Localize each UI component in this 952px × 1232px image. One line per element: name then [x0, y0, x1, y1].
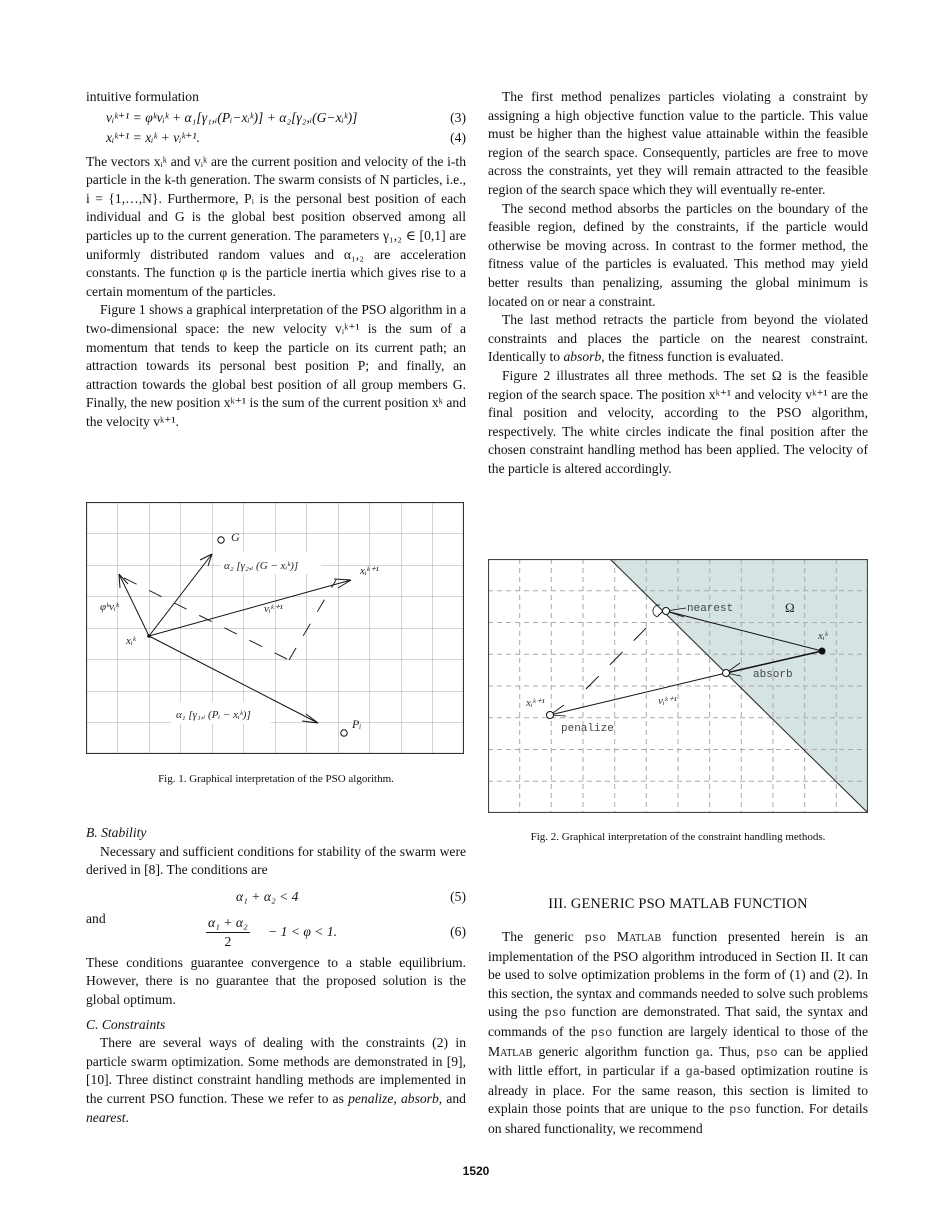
- code-pso: pso: [544, 1006, 567, 1021]
- equation-4: [86, 129, 466, 149]
- nearest-text-end: , the fitness function is evaluated.: [601, 349, 784, 365]
- figure-2: [488, 559, 868, 813]
- figure-1: [86, 502, 464, 754]
- paragraph-vectors: The vectors xᵢᵏ and vᵢᵏ are the current position and velocity of the i-th particle in the k-th generation. The swarm consists of N particles, i.e., i = {1,…,N}. Furthermore, Pᵢ is the personal best position of each individual and G is the global best position observed among all particles up to the current generation. The parameters γ₁,₂ ∈ [0,1] are uniformly distributed random values and α₁,₂ are acceleration constants. The function φ is the particle inertia which gives rise to a certain momentum of the particles.: [86, 153, 466, 299]
- equation-3: [86, 109, 466, 129]
- label-G: G: [231, 530, 240, 544]
- t: generic algorithm function: [532, 1043, 696, 1059]
- paragraph-penalize: The first method penalizes particles violating a constraint by assigning a high objective function value to the particle. This value must be higher than the highest value attainable within the feasible region of the search space. Consequently, particles are free to move across the constraints, yet they will remain attracted to the feasible region of the search space which they will eventually re-enter.: [488, 89, 868, 197]
- label-x-next: xᵢᵏ⁺¹: [360, 565, 379, 577]
- equation-3-body: vᵢᵏ⁺¹ = φᵏvᵢᵏ + α₁[γ₁,ᵢ(Pᵢ−xᵢᵏ)] + α₂[γ₂,ᵢ(G−xᵢᵏ)]: [106, 109, 358, 125]
- intro-line: intuitive formulation: [86, 89, 199, 104]
- equation-4-number: (4): [450, 129, 466, 145]
- t: function are largely identical to those of the: [612, 1023, 868, 1039]
- figure-1-caption: Fig. 1. Graphical interpretation of the PSO algorithm.: [158, 773, 394, 785]
- section-c-text: There are several ways of dealing with the constraints (2) in particle swarm optimization. Some methods are demonstrated in [9], [10]. Three distinct constraint handling methods are implemented in the current PSO function. These we refer to as: [86, 1035, 466, 1106]
- code-pso: pso: [729, 1103, 751, 1118]
- equation-5: [86, 888, 466, 910]
- equation-6-fraction: [206, 914, 250, 952]
- method-absorb: absorb: [400, 1090, 439, 1106]
- matlab-name: Matlab: [488, 1043, 533, 1059]
- t: -based optimization routine is already in place. For the same reason, this section is limited to explain those points that are unique to the: [488, 1063, 868, 1117]
- left-column: [86, 88, 466, 432]
- sep: ,: [393, 1090, 401, 1106]
- constraint-diagram: [488, 559, 868, 813]
- paragraph-figure2: Figure 2 illustrates all three methods. The set Ω is the feasible region of the search space. The position xᵏ⁺¹ and velocity vᵏ⁺¹ are the final position and velocity, according to the PSO algorithm, respectively. The white circles indicate the final position after the chosen constraint handling method has been applied. The velocity of the particle is altered accordingly.: [488, 367, 868, 476]
- label-absorb: absorb: [753, 669, 793, 681]
- section-c-paragraph: [86, 1034, 466, 1127]
- nearest-text: The last method retracts the particle from beyond the violated constraints and places the particle on the nearest constraint. Identically to: [488, 312, 868, 365]
- equation-6-numerator: α₁ + α₂: [206, 914, 250, 934]
- and-text: and: [86, 910, 106, 926]
- label-nearest: nearest: [687, 603, 734, 615]
- label-momentum: φᵏvᵢᵏ: [100, 601, 119, 613]
- label-x-current: xᵢᵏ: [126, 635, 136, 647]
- figure-2-caption: Fig. 2. Graphical interpretation of the constraint handling methods.: [530, 831, 826, 843]
- sep: .: [125, 1109, 129, 1125]
- label-x-next: xᵢᵏ⁺¹: [526, 697, 545, 709]
- equation-6-number: (6): [450, 923, 466, 939]
- section-c-title: C. Constraints: [86, 1016, 166, 1032]
- code-pso: pso: [590, 1025, 613, 1040]
- left-column-lower: [86, 824, 466, 1127]
- section-iii-paragraph: [488, 928, 868, 1139]
- equation-5-number: (5): [450, 888, 466, 904]
- t: The generic: [502, 929, 585, 944]
- section-iii-body: [488, 928, 868, 1139]
- sep: , and: [438, 1090, 466, 1106]
- equation-6-rest: − 1 < φ < 1.: [268, 923, 338, 939]
- label-P: Pᵢ: [352, 717, 362, 731]
- method-penalize: penalize: [348, 1090, 394, 1106]
- code-pso: pso: [584, 931, 607, 945]
- label-alpha1-term: α₁ [γ₁,ᵢ (Pᵢ − xᵢᵏ)]: [176, 709, 251, 721]
- equation-6: [86, 910, 466, 954]
- section-b-paragraph: Necessary and sufficient conditions for stability of the swarm were derived in [8]. The conditions are: [86, 843, 466, 878]
- equation-5-body: α₁ + α₂ < 4: [236, 888, 299, 904]
- t: function presented herein is an implementation of the PSO algorithm introduced in Section II. It can be used to solve optimization problems in the form of (1) and (2). In this section, the syntax and commands needed to solve such problems using the: [488, 929, 868, 1020]
- section-iii-title: III. GENERIC PSO MATLAB FUNCTION: [548, 896, 808, 912]
- matlab-name: Matlab: [616, 929, 662, 944]
- label-alpha2-term: α₂ [γ₂,ᵢ (G − xᵢᵏ)]: [224, 560, 299, 572]
- paragraph-figure1: Figure 1 shows a graphical interpretation of the PSO algorithm in a two-dimensional space: the new velocity vᵢᵏ⁺¹ is the sum of a momentum that tends to keep the particle on its current path; an attraction towards its personal best position P; and finally, an attraction towards the global best position of all group members G. Finally, the new position xᵏ⁺¹ is the sum of the current position xᵏ and the velocity vᵏ⁺¹.: [86, 302, 466, 429]
- right-column: [488, 88, 868, 478]
- pso-vector-diagram: [86, 502, 464, 754]
- section-b-title: B. Stability: [86, 825, 147, 840]
- label-penalize: penalize: [561, 723, 614, 735]
- t: function are demonstrated. That said, the syntax and commands of the: [488, 1004, 868, 1039]
- code-pso: pso: [756, 1045, 778, 1060]
- label-omega: Ω: [785, 600, 795, 615]
- code-ga: ga: [685, 1065, 700, 1080]
- label-v-next: vᵢᵏ⁺¹: [264, 603, 283, 615]
- equation-6-denominator: 2: [224, 934, 232, 950]
- t: function. For details on shared functionality, we recommend: [488, 1101, 868, 1136]
- equation-3-number: (3): [450, 109, 466, 125]
- method-nearest: nearest: [86, 1109, 126, 1125]
- t: can be applied with little effort, in particular if a: [488, 1043, 869, 1079]
- equation-4-body: xᵢᵏ⁺¹ = xᵢᵏ + vᵢᵏ⁺¹.: [106, 129, 200, 145]
- absorb-em: absorb: [563, 349, 602, 365]
- section-b-paragraph-after: These conditions guarantee convergence to a stable equilibrium. However, there is no guarantee that the proposed solution is the global optimum.: [86, 954, 466, 1007]
- label-x-current: xᵢᵏ: [818, 630, 828, 642]
- code-ga: ga: [695, 1045, 710, 1060]
- t: . Thus,: [709, 1043, 756, 1059]
- paragraph-absorb: The second method absorbs the particles on the boundary of the feasible region, defined by the constraints, if the particle would otherwise be moving across. In contrast to the former method, the fitness value of the particles is evaluated. This method may yield better results than penalizing, assuming the global minimum is located on or near a constraint.: [488, 200, 868, 309]
- label-v-next: vᵢᵏ⁺¹: [658, 695, 677, 707]
- paragraph-nearest: [488, 311, 868, 367]
- page-number: 1520: [462, 1164, 490, 1178]
